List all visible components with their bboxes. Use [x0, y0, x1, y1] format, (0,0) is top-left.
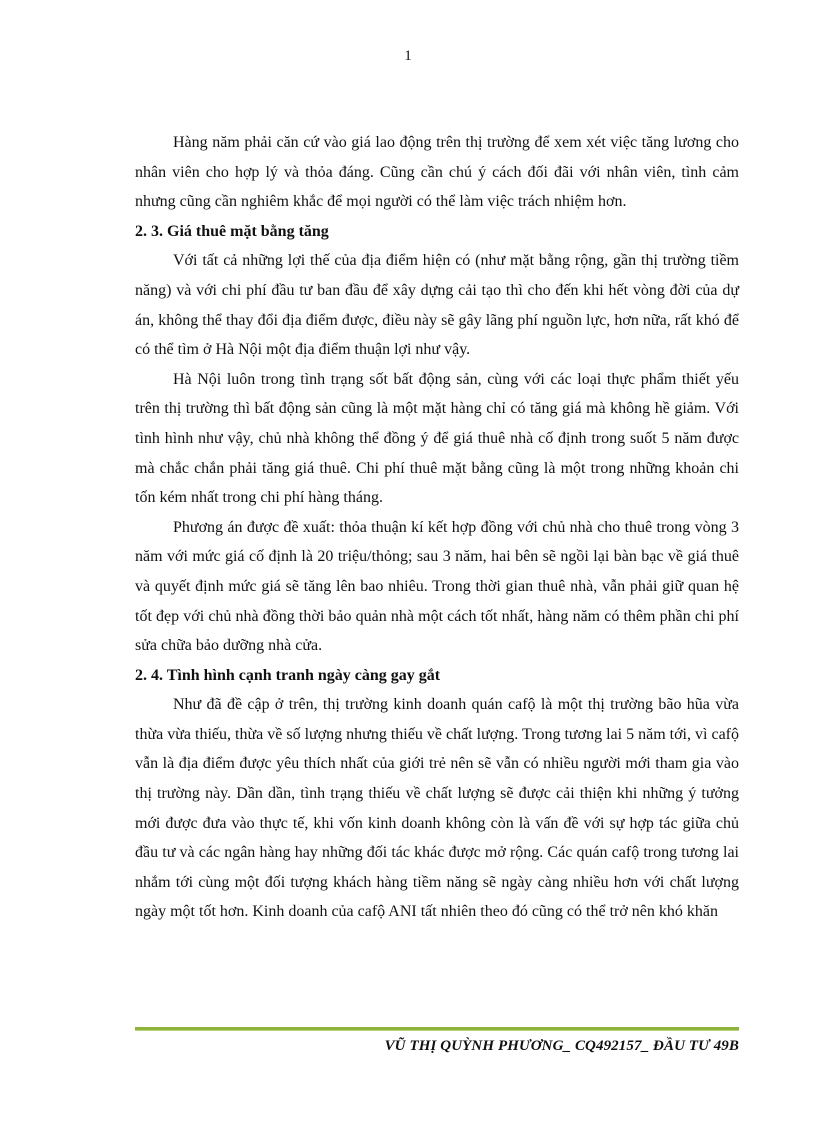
footer-author: VŨ THỊ QUỲNH PHƯƠNG_ CQ492157_ ĐẦU TƯ 49B: [384, 1038, 739, 1054]
page-number: 1: [404, 48, 412, 64]
document-body: [135, 128, 739, 927]
paragraph: Hà Nội luôn trong tình trạng sốt bất động sản, cùng với các loại thực phẩm thiết yếu trên thị trường thì bất động sản cũng là một mặt hàng chỉ có tăng giá mà không hề giảm. Với tình hình như vậy, chủ nhà không thể đồng ý để giá thuê nhà cố định trong suốt 5 năm được mà chắc chắn phải tăng giá thuê. Chi phí thuê mặt bằng cũng là một trong những khoản chi tốn kém nhất trong chi phí hàng tháng.: [135, 370, 739, 507]
paragraph: Hàng năm phải căn cứ vào giá lao động trên thị trường để xem xét việc tăng lương cho nhân viên cho hợp lý và thỏa đáng. Cũng cần chú ý cách đối đãi với nhân viên, tình cảm nhưng cũng cần nghiêm khắc để mọi người có thể làm việc trách nhiệm hơn.: [135, 134, 739, 211]
section-heading: 2. 4. Tình hình cạnh tranh ngày càng gay gắt: [135, 666, 441, 684]
footer-divider: [135, 1027, 739, 1031]
paragraph: Phương án được đề xuất: thỏa thuận kí kết hợp đồng với chủ nhà cho thuê trong vòng 3 năm với mức giá cố định là 20 triệu/thỏng; sau 3 năm, hai bên sẽ ngồi lại bàn bạc về giá thuê và quyết định mức giá sẽ tăng lên bao nhiêu. Trong thời gian thuê nhà, vẫn phải giữ quan hệ tốt đẹp với chủ nhà đồng thời bảo quản nhà một cách tốt nhất, hàng năm có thêm phần chi phí sửa chữa bảo dưỡng nhà cửa.: [135, 518, 739, 655]
paragraph: Như đã đề cập ở trên, thị trường kinh doanh quán cafộ là một thị trường bão hũa vừa thừa vừa thiếu, thừa về số lượng nhưng thiếu về chất lượng. Trong tương lai 5 năm tới, vì cafộ vẫn là địa điểm được yêu thích nhất của giới trẻ nên sẽ vẫn có nhiều người mới tham gia vào thị trường này. Dần dần, tình trạng thiếu về chất lượng sẽ được cải thiện khi những ý tưởng mới được đưa vào thực tế, khi vốn kinh doanh không còn là vấn đề với sự hợp tác giữa chủ đầu tư và các ngân hàng hay những đối tác khác được mở rộng. Các quán cafộ trong tương lai nhắm tới cùng một đối tượng khách hàng tiềm năng sẽ ngày càng nhiều hơn với chất lượng ngày một tốt hơn. Kinh doanh của cafộ ANI tất nhiên theo đó cũng có thể trở nên khó khăn: [135, 696, 739, 921]
paragraph: Với tất cả những lợi thế của địa điểm hiện có (như mặt bằng rộng, gần thị trường tiềm năng) và với chi phí đầu tư ban đầu để xây dựng cải tạo thì cho đến khi hết vòng đời của dự án, không thể thay đổi địa điểm được, điều này sẽ gây lãng phí nguồn lực, hơn nữa, rất khó để có thể tìm ở Hà Nội một địa điểm thuận lợi như vậy.: [135, 252, 739, 359]
section-heading: 2. 3. Giá thuê mặt bằng tăng: [135, 222, 329, 240]
